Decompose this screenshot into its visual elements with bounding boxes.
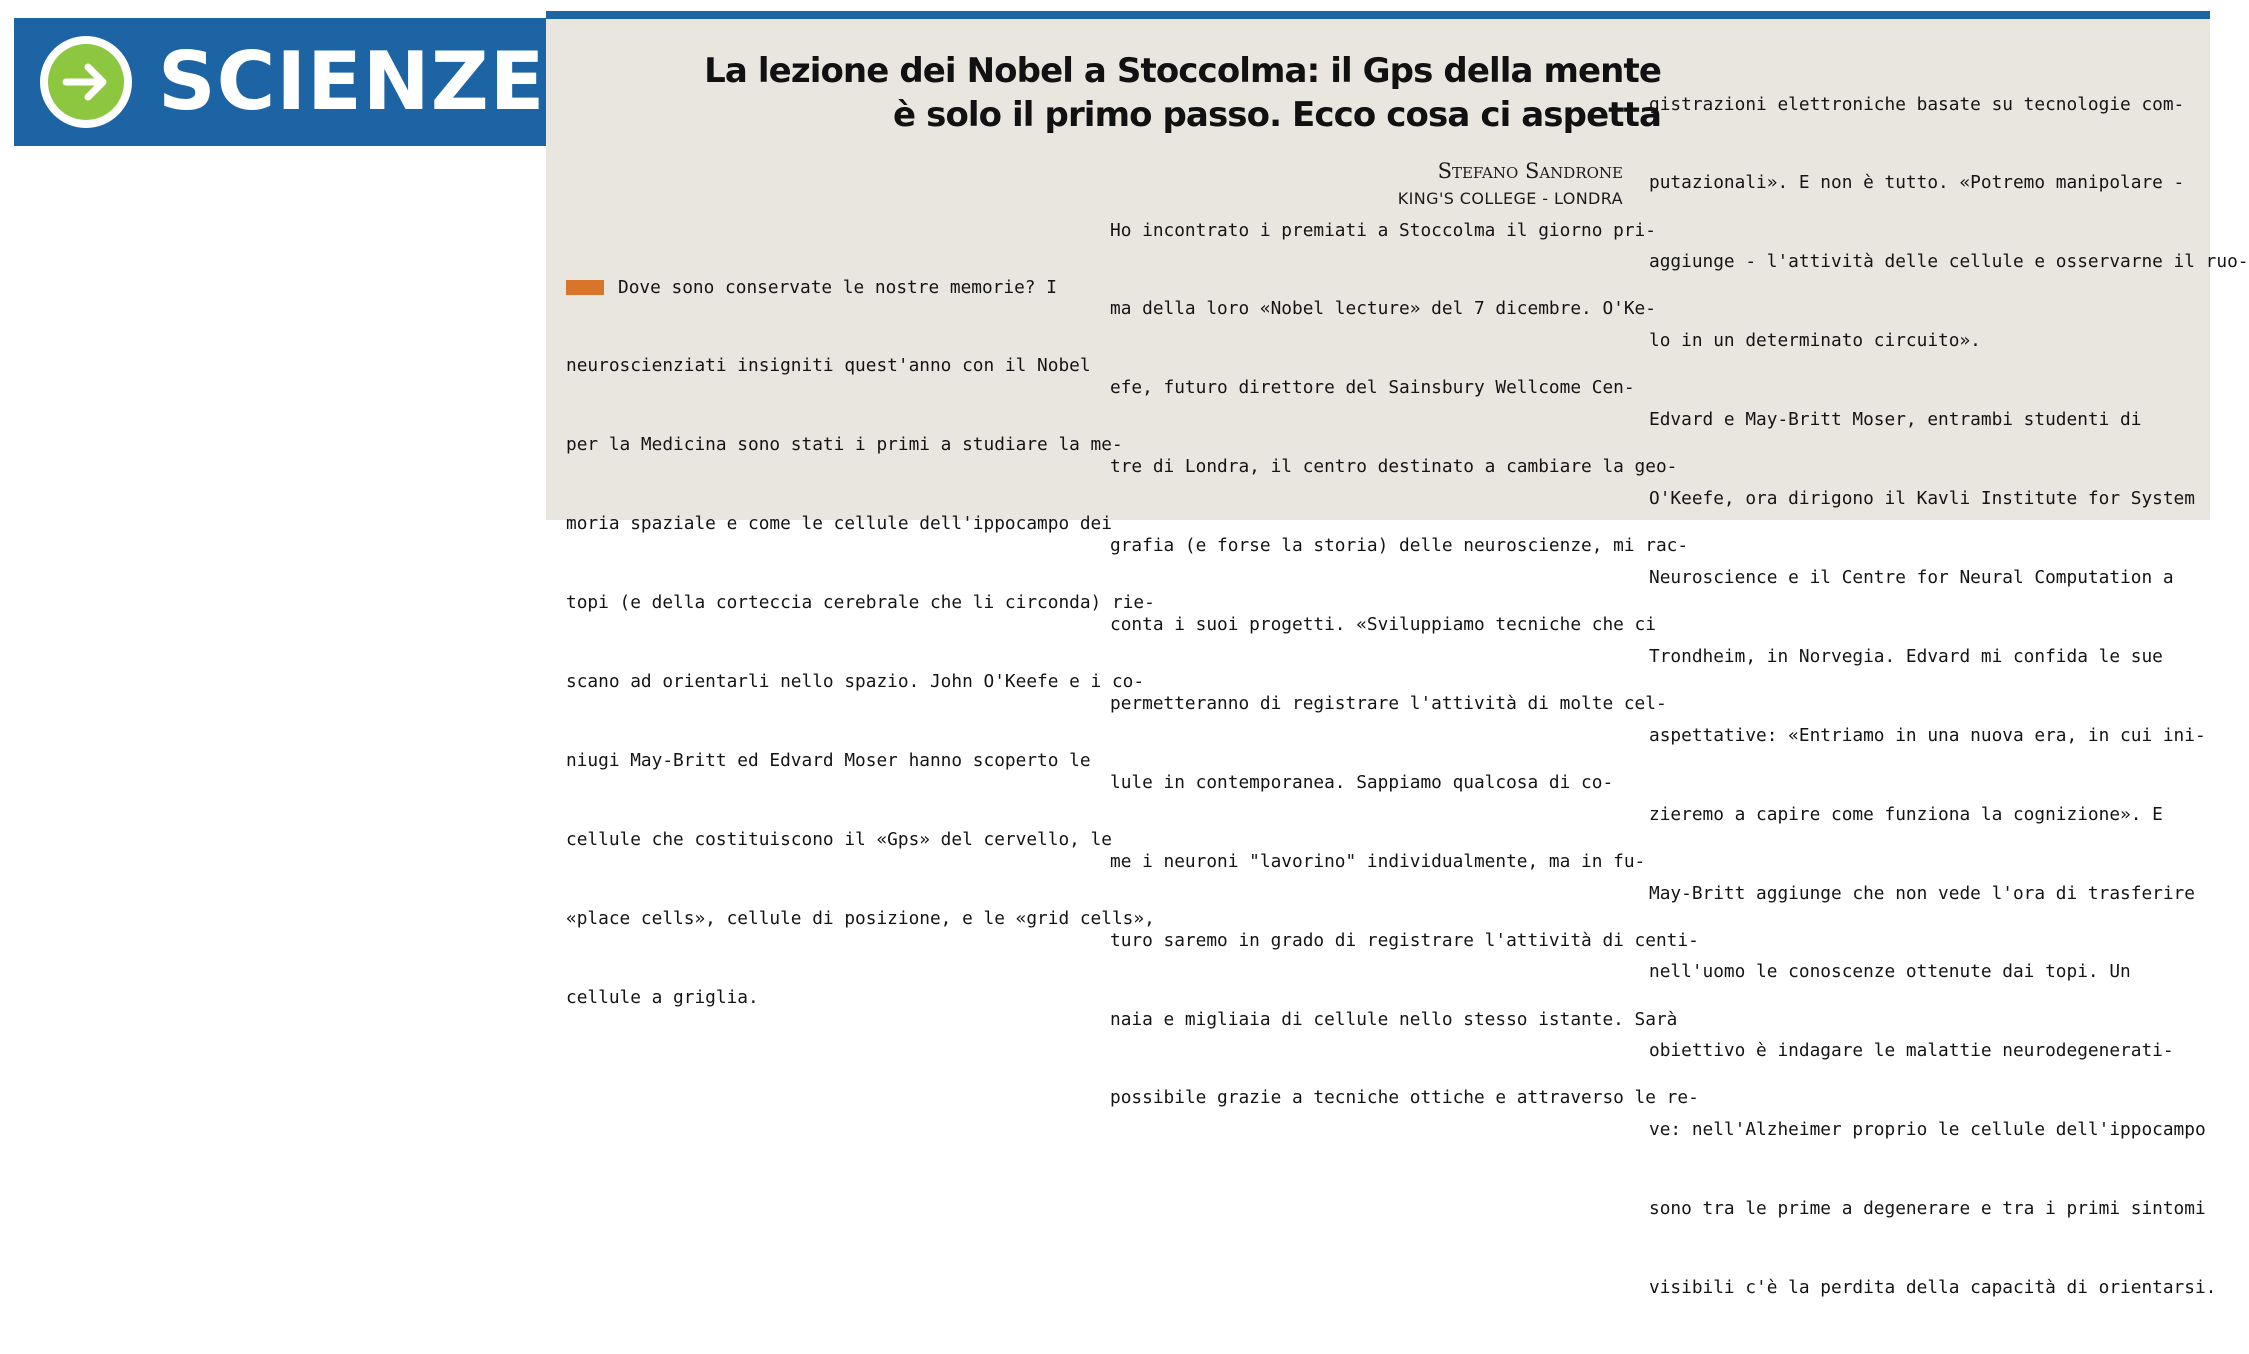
text-line: per la Medicina sono stati i primi a studiare la me-	[566, 434, 1123, 456]
text-line: neuroscienziati insigniti quest'anno con il Nobel	[566, 355, 1091, 377]
text-line: turo saremo in grado di registrare l'attività di centi-	[1110, 929, 1699, 951]
arrow-glyph-icon	[58, 54, 114, 110]
text-line: putazionali». E non è tutto. «Potremo manipolare -	[1649, 172, 2185, 194]
text-line: sono tra le prime a degenerare e tra i primi sintomi	[1649, 1198, 2206, 1220]
text-line: conta i suoi progetti. «Sviluppiamo tecniche che ci	[1110, 614, 1656, 636]
article-column-1	[566, 222, 1155, 1064]
text-line: lo in un determinato circuito».	[1649, 330, 1981, 352]
text-line: cellule che costituiscono il «Gps» del cervello, le	[566, 828, 1112, 850]
text-line: May-Britt aggiunge che non vede l'ora di trasferire	[1649, 882, 2195, 904]
text-line: ve: nell'Alzheimer proprio le cellule dell'ippocampo	[1649, 1119, 2206, 1141]
section-top-rule	[546, 11, 2210, 19]
headline-line: La lezione dei Nobel a Stoccolma: il Gps della mente	[704, 51, 1661, 91]
arrow-right-icon	[40, 36, 132, 128]
text-line: visibili c'è la perdita della capacità di orientarsi.	[1649, 1276, 2217, 1298]
text-line-content: Dove sono conservate le nostre memorie? I	[618, 276, 1057, 298]
text-line: niugi May-Britt ed Edvard Moser hanno scoperto le	[566, 749, 1091, 771]
text-line: «place cells», cellule di posizione, e le «grid cells»,	[566, 907, 1155, 929]
text-line: aggiunge - l'attività delle cellule e osservarne il ruo-	[1649, 251, 2249, 273]
text-line: obiettivo è indagare le malattie neurodegenerati-	[1649, 1040, 2174, 1062]
article-column-2	[1110, 165, 1699, 1164]
text-line: permetteranno di registrare l'attività di molte cel-	[1110, 692, 1667, 714]
section-label: SCIENZE	[158, 35, 546, 128]
text-line: possibile grazie a tecniche ottiche e attraverso le re-	[1110, 1087, 1699, 1109]
text-line: scano ad orientarli nello spazio. John O'Keefe e i co-	[566, 671, 1145, 693]
article	[546, 19, 2249, 1298]
text-line: O'Keefe, ora dirigono il Kavli Institute for System	[1649, 488, 2195, 510]
arrow-icon-fill	[48, 44, 124, 120]
text-line: me i neuroni "lavorino" individualmente, ma in fu-	[1110, 850, 1646, 872]
page-top-margin	[0, 0, 2210, 11]
text-line: aspettative: «Entriamo in una nuova era, in cui ini-	[1649, 724, 2206, 746]
text-line: Ho incontrato i premiati a Stoccolma il giorno pri-	[1110, 219, 1656, 241]
text-line: grafia (e forse la storia) delle neuroscienze, mi rac-	[1110, 535, 1689, 557]
headline-line: è solo il primo passo. Ecco cosa ci aspetta	[893, 95, 1661, 135]
text-line: topi (e della corteccia cerebrale che li circonda) rie-	[566, 592, 1155, 614]
section-header	[14, 18, 546, 146]
text-line: efe, futuro direttore del Sainsbury Wellcome Cen-	[1110, 377, 1635, 399]
headline	[586, 49, 1661, 137]
text-line	[566, 275, 1155, 301]
text-line: gistrazioni elettroniche basate su tecnologie com-	[1649, 93, 2185, 115]
text-line: Edvard e May-Britt Moser, entrambi studenti di	[1649, 409, 2142, 431]
paragraph-marker-icon	[566, 280, 604, 295]
text-line: tre di Londra, il centro destinato a cambiare la geo-	[1110, 456, 1678, 478]
text-line: Trondheim, in Norvegia. Edvard mi confida le sue	[1649, 645, 2163, 667]
byline-author: Stefano Sandrone	[1437, 159, 1623, 183]
text-line: moria spaziale e come le cellule dell'ippocampo dei	[566, 513, 1112, 535]
byline-affiliation: KING'S COLLEGE - LONDRA	[1397, 189, 1623, 208]
text-line: naia e migliaia di cellule nello stesso istante. Sarà	[1110, 1008, 1678, 1030]
text-line: Neuroscience e il Centre for Neural Computation a	[1649, 566, 2174, 588]
text-line: ma della loro «Nobel lecture» del 7 dicembre. O'Ke-	[1110, 298, 1656, 320]
text-line: cellule a griglia.	[566, 986, 759, 1008]
text-line: lule in contemporanea. Sappiamo qualcosa di co-	[1110, 771, 1614, 793]
article-column-3	[1649, 39, 2249, 1354]
text-line: zieremo a capire come funziona la cognizione». E	[1649, 803, 2163, 825]
text-line: nell'uomo le conoscenze ottenute dai topi. Un	[1649, 961, 2131, 983]
